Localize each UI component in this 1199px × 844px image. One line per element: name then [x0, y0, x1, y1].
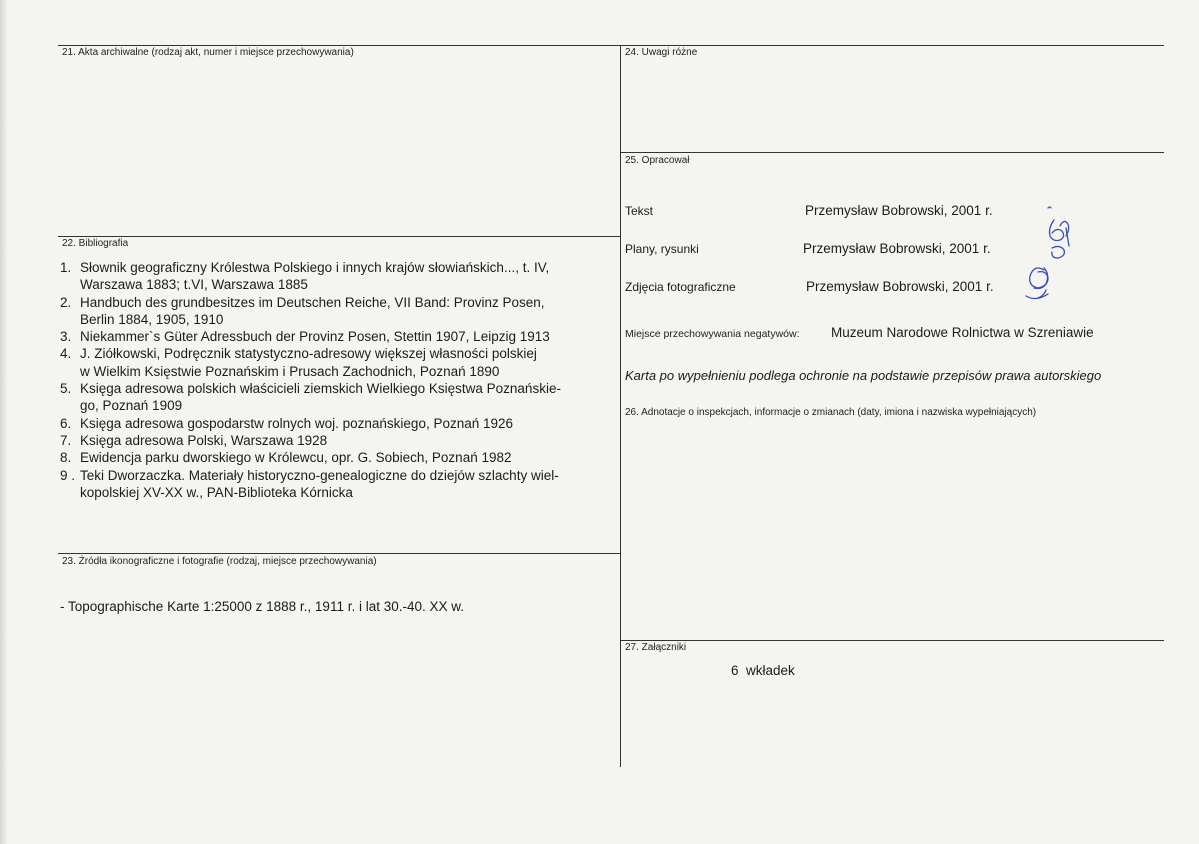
handwritten-signature	[1014, 200, 1084, 310]
copyright-note: Karta po wypełnieniu podlega ochronie na podstawie przepisów prawa autorskiego	[625, 368, 1102, 383]
rule-23-top	[58, 553, 620, 554]
iconographic-sources-text: - Topographische Karte 1:25000 z 1888 r., 1911 r. i lat 30.-40. XX w.	[60, 599, 465, 614]
rule-27-top	[620, 640, 1164, 641]
bibliography-item-line: Ewidencja parku dworskiego w Królewcu, opr. G. Sobiech, Poznań 1982	[80, 450, 512, 466]
negatives-storage-label: Miejsce przechowywania negatywów:	[625, 328, 800, 340]
bibliography-item-number: 3.	[60, 329, 72, 345]
section-26-label: 26. Adnotacje o inspekcjach, informacje o zmianach (daty, imiona i nazwiska wypełniających)	[625, 407, 1037, 418]
negatives-storage-value: Muzeum Narodowe Rolnictwa w Szreniawie	[831, 325, 1094, 340]
section-21-label: 21. Akta archiwalne (rodzaj akt, numer i miejsce przechowywania)	[62, 47, 354, 58]
bibliography-item	[60, 328, 620, 345]
bibliography-item-line: Słownik geograficzny Królestwa Polskiego i innych krajów słowiańskich..., t. IV,	[80, 260, 550, 275]
center-divider	[620, 45, 621, 767]
bibliography-item-line: Niekammer`s Güter Adressbuch der Provinz Posen, Stettin 1907, Leipzig 1913	[80, 329, 550, 345]
bibliography-item	[60, 294, 620, 329]
bibliography-item-number: 4.	[60, 346, 72, 362]
section-27-label: 27. Załączniki	[625, 642, 687, 653]
bibliography-item	[60, 449, 620, 466]
section-22-label: 22. Bibliografia	[62, 238, 129, 249]
bibliography-item-line: Księga adresowa Polski, Warszawa 1928	[80, 432, 328, 448]
author-row-key-photos: Zdjęcia fotograficzne	[625, 280, 736, 294]
rule-25-top	[620, 152, 1164, 153]
bibliography-item	[60, 259, 620, 294]
bibliography-item-number: 5.	[60, 381, 72, 397]
bibliography-item-number: 2.	[60, 294, 72, 310]
top-rule	[58, 45, 1164, 46]
bibliography-item-number: 6.	[60, 415, 72, 431]
bibliography-list	[60, 259, 620, 501]
author-row-value-plans: Przemysław Bobrowski, 2001 r.	[803, 241, 991, 256]
author-row-value-photos: Przemysław Bobrowski, 2001 r.	[806, 279, 994, 294]
bibliography-item-line: Berlin 1884, 1905, 1910	[80, 311, 224, 327]
paper-edge-shadow	[0, 0, 8, 844]
bibliography-item-line: Warszawa 1883; t.VI, Warszawa 1885	[80, 277, 308, 293]
bibliography-item-line: Księga adresowa polskich właścicieli ziemskich Wielkiego Księstwa Poznańskie-	[80, 381, 561, 397]
author-row-key-plans: Plany, rysunki	[625, 242, 699, 256]
section-23-label: 23. Źródła ikonograficzne i fotografie (rodzaj, miejsce przechowywania)	[62, 556, 377, 567]
bibliography-item-line: go, Poznań 1909	[80, 398, 183, 414]
author-row-value-text: Przemysław Bobrowski, 2001 r.	[805, 203, 993, 218]
bibliography-item-line: w Wielkim Księstwie Poznańskim i Prusach Zachodnich, Poznań 1890	[80, 363, 500, 379]
attachments-text: 6 wkładek	[731, 663, 795, 678]
bibliography-item	[60, 415, 620, 432]
bibliography-item-number: 7.	[60, 432, 72, 448]
section-24-label: 24. Uwagi różne	[625, 47, 698, 58]
bibliography-item-line: Teki Dworzaczka. Materiały historyczno-genealogiczne do dziejów szlachty wiel-	[80, 467, 559, 483]
bibliography-item-number: 8.	[60, 450, 72, 466]
bibliography-item-line: J. Ziółkowski, Podręcznik statystyczno-adresowy większej własności polskiej	[80, 346, 537, 362]
bibliography-item-line: kopolskiej XV-XX w., PAN-Biblioteka Kórnicka	[80, 484, 353, 500]
bibliography-item-line: Handbuch des grundbesitzes im Deutschen Reiche, VII Band: Provinz Posen,	[80, 294, 545, 310]
bibliography-item	[60, 380, 620, 415]
bibliography-item	[60, 432, 620, 449]
author-row-key-text: Tekst	[625, 204, 654, 218]
bibliography-item	[60, 345, 620, 380]
bibliography-item-number: 1.	[60, 260, 72, 275]
bibliography-item	[60, 467, 620, 502]
rule-22-top	[58, 236, 620, 237]
bibliography-item-line: Księga adresowa gospodarstw rolnych woj. poznańskiego, Poznań 1926	[80, 415, 514, 431]
section-25-label: 25. Opracował	[625, 155, 690, 166]
bibliography-item-number: 9 .	[60, 467, 76, 483]
